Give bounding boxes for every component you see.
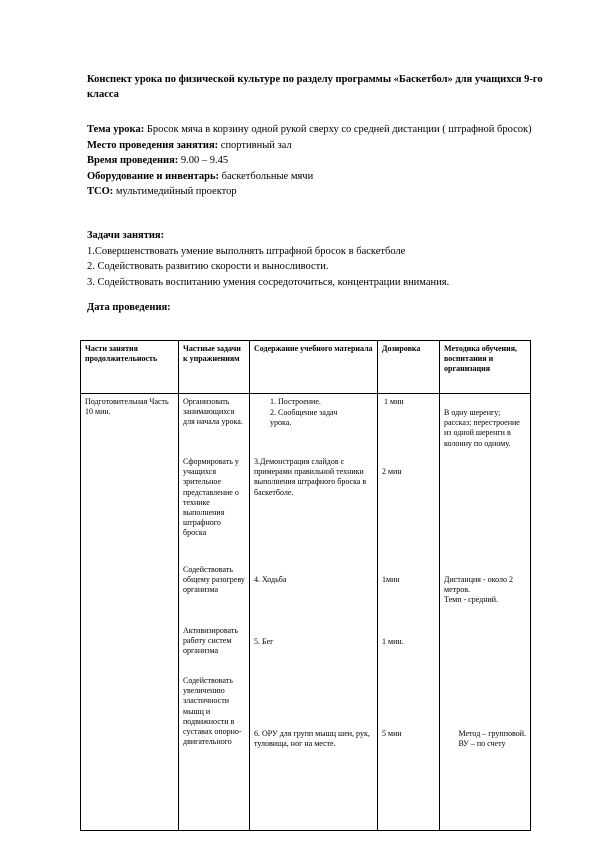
cell-tasks — [179, 394, 250, 831]
dosage-4: 1 мин. — [382, 637, 404, 646]
part-label: Подготовительная Часть 10 мин. — [85, 397, 169, 417]
lesson-info — [87, 122, 562, 200]
info-equipment: Оборудование и инвентарь: баскетбольные мячи — [87, 170, 314, 182]
header-method: Методика обучения, воспитания и организация — [440, 341, 531, 394]
method-1: В одну шеренгу; рассказ; перестроение из одной шеренги в колонну по одному. — [444, 408, 520, 448]
date-label: Дата проведения: — [87, 302, 171, 313]
content-formation: 1. Построение. — [270, 397, 321, 406]
header-dosage: Дозировка — [378, 341, 440, 394]
task-activate: Активизировать работу систем организма — [183, 626, 238, 656]
content-goals: 2. Сообщение задач урока. — [270, 408, 338, 428]
method-2: Дистанция - около 2 метров. Темп - средний. — [444, 575, 513, 605]
table-header-row — [81, 341, 531, 394]
dosage-3: 1мин — [382, 575, 400, 584]
lesson-tasks — [87, 228, 557, 290]
content-slides: 3.Демонстрация слайдов с примерами правильной техники выполнения штрафного броска в баскетболе. — [254, 457, 367, 497]
task-1: 1.Совершенствовать умение выполнять штрафной бросок в баскетболе — [87, 245, 406, 257]
header-content: Содержание учебного материала — [250, 341, 378, 394]
dosage-2: 2 мин — [382, 467, 402, 476]
dosage-5: 5 мин — [382, 729, 402, 738]
header-parts: Части занятия продолжительность — [81, 341, 179, 394]
info-time: Время проведения: 9.00 – 9.45 — [87, 155, 229, 166]
info-tso: ТСО: мультимедийный проектор — [87, 186, 237, 197]
method-3: Метод – групповой. ВУ – по счету — [458, 729, 526, 749]
document-title: Конспект урока по физической культуре по разделу программы «Баскетбол» для учащихся 9-го класса — [87, 74, 543, 100]
task-visual: Сформировать у учащихся зрительное представление о технике выполнения штрафного броска — [183, 457, 239, 538]
task-elasticity: Содействовать увеличению эластичности мышц и подвижности в суставах опорно-двигательного — [183, 676, 242, 747]
table-row — [81, 394, 531, 831]
lesson-table — [80, 340, 531, 831]
info-place: Место проведения занятия: спортивный зал — [87, 139, 292, 151]
header-tasks: Частные задачи к упражнениям — [179, 341, 250, 394]
info-topic: Тема урока: Бросок мяча в корзину одной рукой сверху со средней дистанции ( штрафной бросок) — [87, 124, 532, 135]
tasks-heading: Задачи занятия: — [87, 230, 165, 241]
cell-method — [440, 394, 531, 831]
task-warmup: Содействовать общему разогреву организма — [183, 565, 245, 595]
content-exercises: 6. ОРУ для групп мышц шеи, рук, туловища, ног на месте. — [254, 729, 370, 749]
task-organize: Организовать занимающихся для начала урока. — [183, 397, 243, 427]
dosage-1: 1 мин — [384, 397, 404, 406]
cell-dosage — [378, 394, 440, 831]
task-2: 2. Содействовать развитию скорости и выносливости. — [87, 261, 329, 272]
content-walking: 4. Ходьба — [254, 575, 287, 584]
cell-content — [250, 394, 378, 831]
cell-part — [81, 394, 179, 831]
task-3: 3. Содействовать воспитанию умения сосредоточиться, концентрации внимания. — [87, 276, 450, 288]
content-running: 5. Бег — [254, 637, 274, 646]
